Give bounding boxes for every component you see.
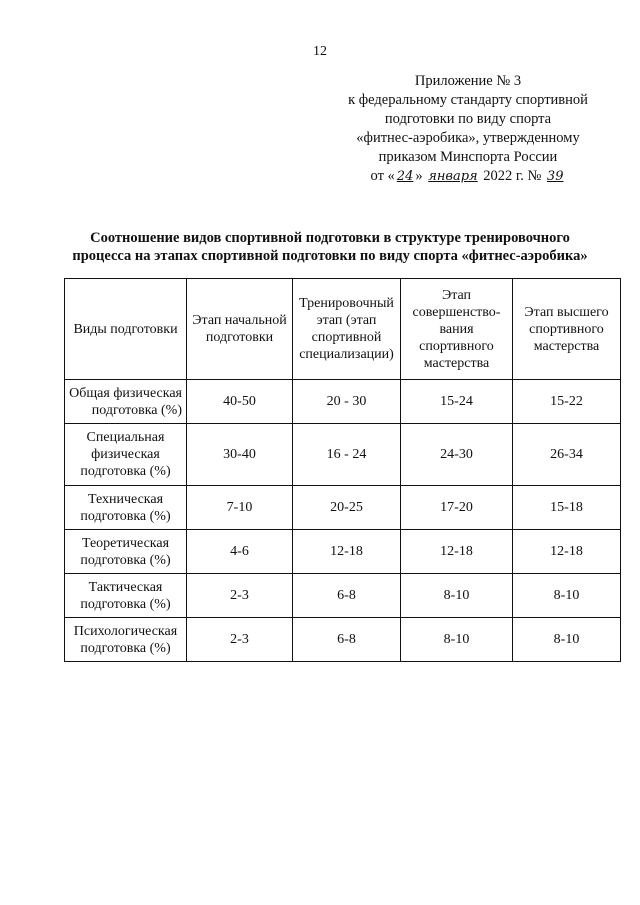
table-cell: 40-50: [187, 380, 293, 424]
table-cell: 12-18: [293, 530, 401, 574]
table-cell: 2-3: [187, 574, 293, 618]
table-cell: 15-18: [513, 486, 621, 530]
order-day: 24: [396, 169, 414, 184]
header-improvement-stage: Этап совершенство-вания спортивного мастерства: [401, 279, 513, 380]
row-label: Техническая подготовка (%): [65, 486, 187, 530]
table-row: [65, 486, 621, 530]
table-cell: 20-25: [293, 486, 401, 530]
table-cell: 7-10: [187, 486, 293, 530]
header-highest-stage: Этап высшего спортивного мастерства: [513, 279, 621, 380]
table-header-row: [65, 279, 621, 380]
table-cell: 8-10: [401, 618, 513, 662]
table-cell: 15-22: [513, 380, 621, 424]
table-cell: 24-30: [401, 424, 513, 486]
table-cell: 2-3: [187, 618, 293, 662]
header-training-type: Виды подготовки: [65, 279, 187, 380]
title-line-2: процесса на этапах спортивной подготовки по виду спорта «фитнес-аэробика»: [72, 248, 588, 264]
table-cell: 15-24: [401, 380, 513, 424]
table-cell: 16 - 24: [293, 424, 401, 486]
table-cell: 12-18: [401, 530, 513, 574]
row-label: Специальная физическая подготовка (%): [65, 424, 187, 486]
order-year: 2022 г. №: [483, 168, 542, 184]
table-cell: 20 - 30: [293, 380, 401, 424]
row-label: Общая физическая подготовка (%): [65, 380, 187, 424]
header-training-stage: Тренировочный этап (этап спортивной специализации): [293, 279, 401, 380]
table-cell: 12-18: [513, 530, 621, 574]
table-row: [65, 618, 621, 662]
table-cell: 8-10: [513, 618, 621, 662]
table-cell: 6-8: [293, 618, 401, 662]
table-row: [65, 380, 621, 424]
annex-line-2: к федеральному стандарту спортивной: [348, 92, 588, 108]
annex-line-4: «фитнес-аэробика», утвержденному: [356, 130, 580, 146]
date-prefix: от «: [370, 168, 395, 184]
table-cell: 30-40: [187, 424, 293, 486]
table-row: [65, 424, 621, 486]
header-initial-stage: Этап начальной подготовки: [187, 279, 293, 380]
table-cell: 4-6: [187, 530, 293, 574]
table-cell: 8-10: [513, 574, 621, 618]
row-label: Теоретическая подготовка (%): [65, 530, 187, 574]
table-cell: 8-10: [401, 574, 513, 618]
table-cell: 26-34: [513, 424, 621, 486]
order-date-line: [318, 167, 618, 186]
order-month: января: [428, 169, 478, 184]
annex-line-5: приказом Минспорта России: [378, 149, 558, 165]
page-number: 12: [313, 44, 327, 59]
table-row: [65, 530, 621, 574]
row-label: Тактическая подготовка (%): [65, 574, 187, 618]
annex-block: [318, 72, 618, 186]
table-cell: 17-20: [401, 486, 513, 530]
annex-line-3: подготовки по виду спорта: [384, 111, 552, 127]
table-cell: 6-8: [293, 574, 401, 618]
row-label: Психологическая подготовка (%): [65, 618, 187, 662]
title-line-1: Соотношение видов спортивной подготовки в структуре тренировочного: [90, 230, 570, 246]
annex-line-1: Приложение № 3: [414, 73, 522, 89]
table-row: [65, 574, 621, 618]
date-mid: »: [415, 168, 423, 184]
training-ratio-table: [64, 278, 621, 662]
order-number: 39: [546, 169, 564, 184]
document-title: [40, 229, 620, 265]
